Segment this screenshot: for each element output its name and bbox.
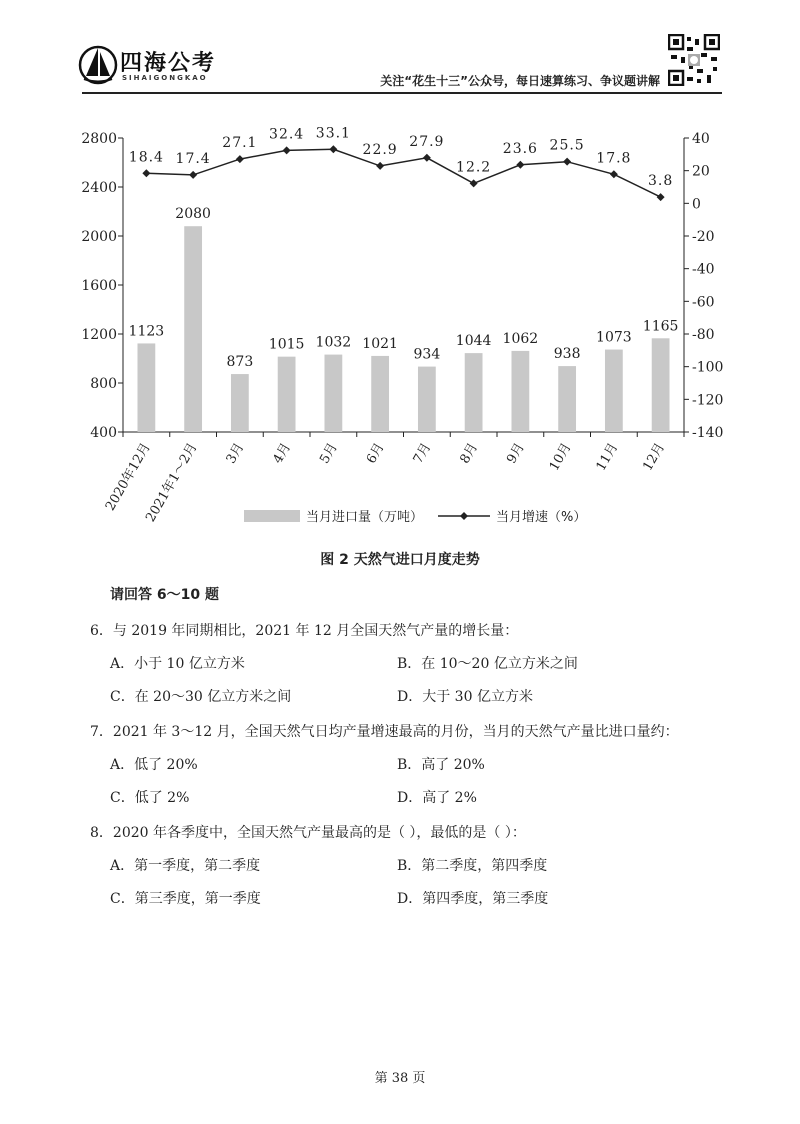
chart-legend — [244, 509, 586, 525]
import-volume-bar — [418, 367, 436, 432]
page-header — [0, 0, 800, 100]
growth-rate-point — [470, 179, 478, 187]
question-8-option-d[interactable]: D．第四季度，第三季度 — [397, 891, 549, 907]
growth-rate-point — [329, 145, 337, 153]
question-7-option-c[interactable]: C．低了 2% — [110, 790, 190, 806]
question-8-stem: 8．2020 年各季度中，全国天然气产量最高的是（ ），最低的是（ ）： — [90, 825, 526, 841]
growth-rate-label: 25.5 — [549, 137, 585, 154]
figure-caption: 图 2 天然气进口月度走势 — [320, 552, 480, 568]
import-volume-label: 934 — [413, 346, 441, 363]
import-volume-bar — [511, 351, 529, 432]
right-axis-tick-label: -100 — [692, 359, 724, 376]
right-axis-tick-label: -20 — [692, 229, 715, 245]
page-number: 第 38 页 — [374, 1071, 426, 1086]
brand-logo — [78, 42, 238, 92]
growth-rate-point — [236, 155, 244, 163]
right-axis-tick-label: 40 — [692, 131, 710, 147]
question-6-option-d[interactable]: D．大于 30 亿立方米 — [397, 689, 533, 705]
growth-rate-point — [657, 193, 665, 201]
question-6-option-b[interactable]: B．在 10～20 亿立方米之间 — [397, 656, 578, 672]
import-volume-label: 1073 — [596, 329, 632, 346]
sailboat-logo-icon — [78, 42, 118, 88]
import-volume-label: 1021 — [362, 335, 398, 352]
category-label: 9月 — [504, 440, 528, 467]
question-instruction: 请回答 6～10 题 — [110, 587, 219, 603]
growth-rate-point — [283, 146, 291, 154]
left-axis-tick-label: 800 — [90, 376, 117, 392]
question-6-option-c[interactable]: C．在 20～30 亿立方米之间 — [110, 689, 292, 705]
growth-rate-point — [423, 154, 431, 162]
left-axis-tick-label: 1200 — [81, 327, 117, 343]
import-volume-bar — [278, 357, 296, 432]
growth-rate-line — [146, 149, 660, 197]
growth-rate-point — [189, 171, 197, 179]
import-volume-bar — [558, 366, 576, 432]
import-volume-label: 1062 — [502, 330, 539, 347]
import-volume-label: 1123 — [128, 323, 165, 340]
header-divider — [82, 92, 722, 94]
right-axis-tick-label: -140 — [692, 425, 724, 441]
question-7-option-b[interactable]: B．高了 20% — [397, 757, 485, 773]
question-8-option-a[interactable]: A．第一季度，第二季度 — [110, 858, 261, 874]
growth-rate-point — [516, 161, 524, 169]
category-label: 5月 — [317, 440, 341, 467]
question-7-option-a[interactable]: A．低了 20% — [110, 757, 198, 773]
growth-rate-label: 27.9 — [409, 133, 445, 150]
import-volume-bar — [652, 338, 670, 432]
import-volume-label: 2080 — [175, 206, 211, 223]
import-volume-bar — [605, 350, 623, 432]
legend-bar-swatch — [244, 510, 300, 522]
import-volume-bar — [324, 355, 342, 432]
question-8-option-b[interactable]: B．第二季度，第四季度 — [397, 858, 548, 874]
question-6-stem: 6．与 2019 年同期相比，2021 年 12 月全国天然气产量的增长量： — [90, 623, 519, 639]
right-axis-tick-label: -40 — [692, 261, 715, 278]
import-volume-bar — [231, 374, 249, 432]
right-axis-tick-label: -60 — [692, 294, 715, 311]
category-label: 3月 — [223, 440, 248, 467]
legend-line-marker — [460, 512, 468, 520]
category-label: 12月 — [640, 440, 669, 474]
question-6-option-a[interactable]: A．小于 10 亿立方米 — [110, 656, 245, 672]
import-volume-bar — [137, 343, 155, 432]
brand-subtitle: SIHAIGONGKAO — [122, 74, 208, 82]
gas-import-chart — [0, 120, 800, 540]
category-label: 8月 — [457, 440, 482, 467]
growth-rate-label: 17.8 — [596, 150, 632, 167]
question-7-option-d[interactable]: D．高了 2% — [397, 790, 477, 806]
growth-rate-label: 18.4 — [128, 149, 164, 166]
left-axis-tick-label: 2000 — [81, 229, 117, 245]
left-axis-tick-label: 2400 — [81, 180, 117, 196]
qr-code-icon — [668, 34, 720, 86]
category-label: 2020年12月 — [103, 440, 154, 514]
growth-rate-label: 22.9 — [362, 141, 398, 158]
growth-rate-point — [563, 158, 571, 166]
growth-rate-label: 23.6 — [502, 140, 538, 157]
import-volume-bar — [465, 353, 483, 432]
question-7-stem: 7．2021 年 3～12 月，全国天然气日均产量增速最高的月份，当月的天然气产量比进口量约： — [90, 724, 679, 740]
growth-rate-label: 3.8 — [647, 173, 674, 190]
growth-rate-label: 32.4 — [269, 126, 305, 143]
category-label: 2021年1～2月 — [143, 440, 201, 525]
growth-rate-label: 33.1 — [315, 125, 351, 142]
header-slogan: 关注“花生十三”公众号，每日速算练习、争议题讲解 — [380, 74, 660, 88]
right-axis-tick-label: 0 — [692, 196, 701, 213]
import-volume-label: 873 — [226, 354, 254, 371]
growth-rate-label: 27.1 — [222, 135, 258, 152]
import-volume-label: 1044 — [455, 333, 492, 350]
legend-bar-label: 当月进口量（万吨） — [306, 510, 424, 525]
category-label: 11月 — [593, 440, 622, 474]
growth-rate-label: 12.2 — [456, 159, 492, 176]
import-volume-label: 938 — [553, 346, 581, 363]
legend-line-label: 当月增速（%） — [496, 510, 587, 525]
right-axis-tick-label: 20 — [692, 163, 710, 180]
import-volume-label: 1165 — [642, 318, 679, 335]
growth-rate-point — [610, 170, 618, 178]
import-volume-bar — [184, 226, 202, 432]
growth-rate-point — [142, 169, 150, 177]
category-label: 6月 — [363, 440, 388, 467]
right-axis-tick-label: -120 — [692, 392, 724, 409]
category-label: 10月 — [546, 440, 575, 474]
left-axis-tick-label: 2800 — [81, 131, 117, 147]
brand-name: 四海公考 — [120, 51, 217, 76]
left-axis-tick-label: 400 — [90, 425, 117, 441]
left-axis-tick-label: 1600 — [81, 278, 117, 294]
category-label: 7月 — [410, 440, 435, 467]
growth-rate-point — [376, 162, 384, 170]
growth-rate-label: 17.4 — [175, 150, 211, 167]
import-volume-label: 1015 — [268, 336, 305, 353]
import-volume-bar — [371, 356, 389, 432]
right-axis-tick-label: -80 — [692, 327, 715, 343]
category-label: 4月 — [270, 440, 295, 467]
question-8-option-c[interactable]: C．第三季度，第一季度 — [110, 891, 261, 907]
import-volume-label: 1032 — [315, 334, 352, 351]
